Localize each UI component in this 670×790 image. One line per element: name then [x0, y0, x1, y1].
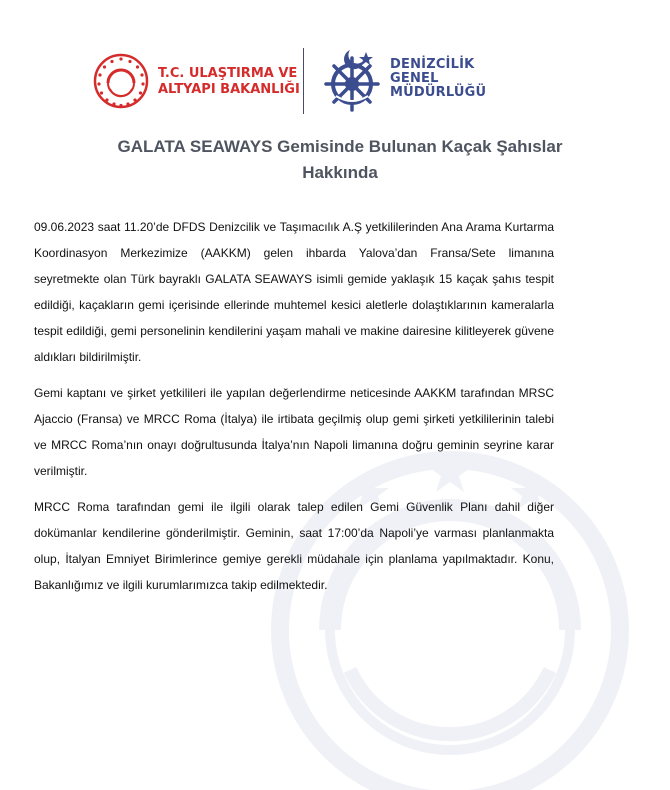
- document-body: [34, 214, 554, 608]
- dg-name-line1: DENİZCİLİK: [390, 57, 475, 72]
- dg-name: [390, 58, 486, 100]
- letterhead: [0, 40, 670, 120]
- ministry-logo: [92, 52, 300, 112]
- ship-wheel-icon: [320, 48, 384, 114]
- ministry-name-line2: ALTYAPI BAKANLIĞI: [158, 82, 300, 97]
- ministry-name-line1: T.C. ULAŞTIRMA VE: [158, 66, 298, 81]
- document-title: [40, 134, 640, 186]
- body-paragraph-3: MRCC Roma tarafından gemi ile ilgili olarak talep edilen Gemi Güvenlik Planı dahil diğer dokümanlar kendilerine gönderilmiştir. Geminin, saat 17:00’da Napoli’ye varması planlanmakta olup, İtalyan Emniyet Birimlerince gemiye gerekli müdahale için planlama yapılmaktadır. Konu, Bakanlığımız ve ilgili kurumlarımızca takip edilmektedir.: [34, 500, 554, 592]
- body-paragraph-1: 09.06.2023 saat 11.20’de DFDS Denizcilik ve Taşımacılık A.Ş yetkililerinden Ana Arama Kurtarma Koordinasyon Merkezimize (AAKKM) gelen ihbarda Yalova’dan Fransa/Sete limanına seyretmekte olan Türk bayraklı GALATA SEAWAYS isimli gemide yaklaşık 15 kaçak şahıs tespit edildiği, kaçakların gemi içerisinde ellerinde muhtemel kesici aletlerle dolaştıklarının kameralarla tespit edildiği, gemi personelinin kendilerini yaşam mahali ve makine dairesine kilitleyerek güvene aldıkları bildirilmiştir.: [34, 220, 554, 364]
- logo-divider: [303, 48, 304, 114]
- body-paragraph-2: Gemi kaptanı ve şirket yetkilileri ile yapılan değerlendirme neticesinde AAKKM tarafından MRSC Ajaccio (Fransa) ve MRCC Roma (İtalya) ile irtibata geçilmiş olup gemi şirketi yetkililerinin talebi ve MRCC Roma’nın onayı doğrultusunda İtalya’nın Napoli limanına doğru geminin seyrine karar verilmiştir.: [34, 386, 554, 478]
- maritime-dg-logo: [320, 48, 520, 118]
- ministry-name: [158, 66, 300, 98]
- dg-name-line2: GENEL: [390, 71, 439, 86]
- document-title-line2: Hakkında: [302, 163, 378, 182]
- dg-name-line3: MÜDÜRLÜĞÜ: [390, 85, 487, 100]
- document-title-line1: GALATA SEAWAYS Gemisinde Bulunan Kaçak Şahıslar: [117, 137, 563, 156]
- ministry-emblem-icon: [92, 52, 150, 110]
